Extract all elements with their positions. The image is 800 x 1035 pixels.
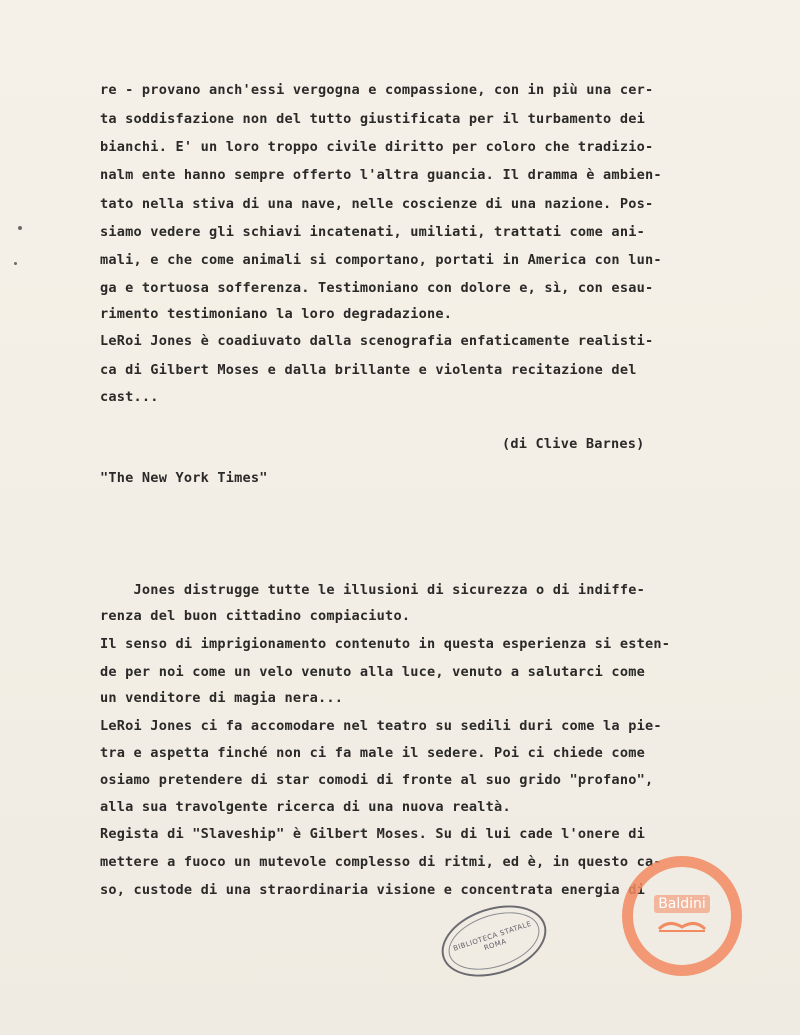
text-line-1: re - provano anch'essi vergogna e compassione, con in più una cer- (100, 82, 654, 98)
text-line-3: bianchi. E' un loro troppo civile diritto per coloro che tradizio- (100, 139, 654, 155)
text-line-19: tra e aspetta finché non ci fa male il sedere. Poi ci chiede come (100, 745, 645, 761)
text-line-4: nalm ente hanno sempre offerto l'altra guancia. Il dramma è ambien- (100, 167, 662, 183)
baldini-logo (622, 856, 742, 976)
paper-speck (14, 262, 17, 265)
text-line-12: cast... (100, 389, 159, 405)
text-line-15: Il senso di imprigionamento contenuto in questa esperienza si esten- (100, 636, 671, 652)
text-line-24: so, custode di una straordinaria visione e concentrata energia di (100, 882, 645, 898)
text-line-8: ga e tortuosa sofferenza. Testimoniano con dolore e, sì, con esau- (100, 280, 654, 296)
stamp-text: BIBLIOTECA STATALE ROMA (452, 919, 533, 953)
text-line-22: Regista di "Slaveship" è Gilbert Moses. Su di lui cade l'onere di (100, 826, 645, 842)
text-line-10: LeRoi Jones è coadiuvato dalla scenografia enfaticamente realisti- (100, 333, 654, 349)
text-line-9: rimento testimoniano la loro degradazione. (100, 306, 453, 322)
text-line-11: ca di Gilbert Moses e dalla brillante e violenta recitazione del (100, 362, 637, 378)
text-line-5: tato nella stiva di una nave, nelle coscienze di una nazione. Pos- (100, 196, 654, 212)
author-credit: (di Clive Barnes) (502, 436, 645, 452)
text-line-18: LeRoi Jones ci fa accomodare nel teatro su sedili duri come la pie- (100, 718, 662, 734)
text-line-21: alla sua travolgente ricerca di una nuova realtà. (100, 799, 511, 815)
text-line-13: Jones distrugge tutte le illusioni di sicurezza o di indiffe- (100, 582, 645, 598)
text-line-2: ta soddisfazione non del tutto giustificata per il turbamento dei (100, 111, 645, 127)
text-line-7: mali, e che come animali si comportano, portati in America con lun- (100, 252, 662, 268)
logo-text: Baldini (654, 895, 710, 913)
text-line-17: un venditore di magia nera... (100, 690, 344, 706)
text-line-6: siamo vedere gli schiavi incatenati, umiliati, trattati come ani- (100, 224, 645, 240)
text-line-16: de per noi come un velo venuto alla luce, venuto a salutarci come (100, 664, 645, 680)
text-line-14: renza del buon cittadino compiaciuto. (100, 608, 411, 624)
book-icon (657, 913, 707, 933)
text-line-20: osiamo pretendere di star comodi di fronte al suo grido "profano", (100, 772, 654, 788)
paper-speck (18, 226, 22, 230)
text-line-23: mettere a fuoco un mutevole complesso di ritmi, ed è, in questo ca- (100, 854, 662, 870)
library-stamp (432, 893, 555, 989)
source-credit: "The New York Times" (100, 470, 268, 486)
